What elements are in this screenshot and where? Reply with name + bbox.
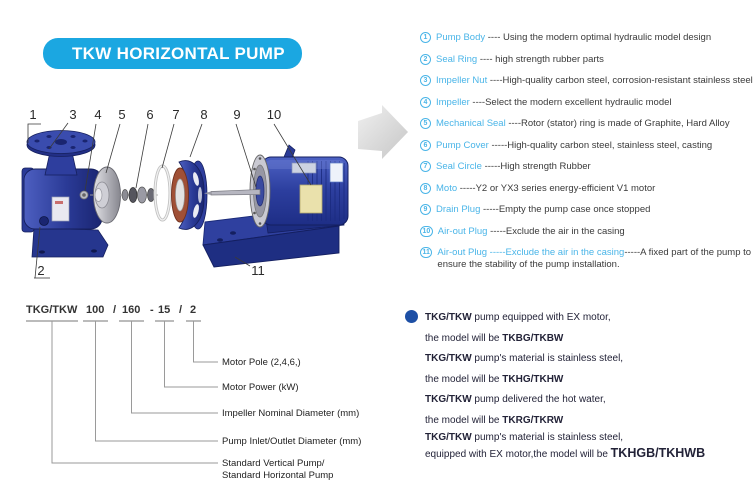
callout-number: 6 — [146, 107, 154, 122]
parts-list — [420, 32, 756, 281]
parts-list-item — [420, 54, 756, 66]
parts-list-item — [420, 183, 756, 195]
item-number-badge: 11 — [420, 247, 432, 258]
callout-number: 3 — [69, 107, 77, 122]
item-number-badge: 9 — [420, 204, 431, 215]
parts-list-item — [420, 118, 756, 130]
code-label: Standard Vertical Pump/ — [222, 458, 325, 469]
bullet-dot-icon — [405, 310, 418, 323]
code-connectors — [52, 321, 218, 463]
page-title: TKW HORIZONTAL PUMP — [72, 43, 285, 63]
callout-number: 4 — [94, 107, 102, 122]
item-number-badge: 3 — [420, 75, 431, 86]
variant-line: the model will be TKHG/TKHW — [425, 373, 564, 385]
part-name: Mechanical Seal — [436, 118, 506, 129]
part-desc: ----High-quality carbon steel, corrosion-resistant stainless steel — [487, 75, 753, 86]
impeller-nut-part — [80, 191, 88, 199]
model-code-diagram — [22, 300, 378, 498]
parts-list-item — [420, 97, 756, 109]
part-name: Seal Ring — [436, 53, 478, 65]
callout-number: 10 — [266, 107, 282, 122]
variant-line: TKG/TKW pump equipped with EX motor, — [425, 312, 611, 323]
part-desc: ----Select the modern excellent hydraulic model — [469, 96, 672, 108]
parts-list-item — [420, 161, 756, 173]
item-number-badge: 1 — [420, 32, 431, 43]
code-label: Pump Inlet/Outlet Diameter (mm) — [222, 436, 362, 447]
item-number-badge: 8 — [420, 183, 431, 194]
callout-number: 8 — [200, 107, 208, 122]
variant-line: TKG/TKW pump's material is stainless steel, — [425, 353, 624, 364]
item-number-badge: 2 — [420, 54, 431, 65]
part-desc: -----A fixed part of the pump to ensure the stability of the pump installation. — [437, 247, 754, 270]
arrow-right-icon — [358, 105, 408, 159]
code-label: Motor Power (kW) — [222, 382, 299, 393]
variant-line: equipped with EX motor,the model will be TKHGB/TKHWB — [425, 445, 706, 460]
variant-line: TKG/TKW pump delivered the hot water, — [425, 394, 606, 405]
part-name: Impeller — [436, 96, 470, 108]
item-number-badge: 5 — [420, 118, 431, 129]
part-name: Impeller Nut — [436, 75, 488, 86]
code-label: Standard Horizontal Pump — [222, 470, 334, 481]
part-name: Drain Plug — [436, 204, 481, 215]
part-name: Air-out Plug — [437, 225, 488, 237]
variant-line: the model will be TKBG/TKBW — [425, 332, 564, 344]
item-number-badge: 7 — [420, 161, 431, 172]
parts-list-item — [420, 140, 756, 152]
variants-section — [400, 303, 756, 462]
variant-line: the model will be TKRG/TKRW — [425, 414, 564, 426]
parts-list-item — [420, 204, 756, 216]
item-number-badge: 10 — [420, 226, 433, 237]
callout-number: 7 — [172, 107, 180, 122]
code-label: Motor Pole (2,4,6,) — [222, 357, 301, 368]
variant-line: TKG/TKW pump's material is stainless steel, — [425, 432, 624, 443]
part-name: Air-out Plug -----Exclude the air in the casing — [437, 247, 625, 258]
title-banner — [43, 38, 302, 69]
part-desc: -----Exclude the air in the casing — [487, 225, 625, 237]
part-desc: -----High-quality carbon steel, stainless steel, casting — [488, 139, 713, 151]
part-desc: -----Empty the pump case once stopped — [480, 204, 651, 215]
callout-number: 11 — [251, 263, 265, 278]
model-code: TKG/TKW 100 / 160 - 15 / 2 — [26, 304, 197, 316]
callout-number: 5 — [118, 107, 126, 122]
item-number-badge: 4 — [420, 97, 431, 108]
callout-number: 9 — [233, 107, 241, 122]
parts-list-item — [420, 32, 756, 44]
part-name: Seal Circle — [436, 161, 482, 172]
callout-number: 1 — [29, 107, 37, 122]
part-desc: ---- Using the modern optimal hydraulic model design — [485, 32, 712, 43]
code-label: Impeller Nominal Diameter (mm) — [222, 408, 360, 419]
pump-exploded-diagram — [8, 95, 428, 290]
part-name: Pump Cover — [436, 139, 489, 151]
part-desc: ----Rotor (stator) ring is made of Graphite, Hard Alloy — [505, 118, 730, 129]
parts-list-item — [420, 75, 756, 87]
parts-list-item — [420, 226, 756, 238]
part-desc: ---- high strength rubber parts — [477, 53, 604, 65]
part-name: Moto — [436, 182, 458, 194]
parts-list-item — [420, 247, 756, 271]
part-desc: -----Y2 or YX3 series energy-efficient V1 motor — [457, 182, 656, 194]
item-number-badge: 6 — [420, 140, 431, 151]
seal-circle-part — [155, 166, 170, 220]
callout-number: 2 — [37, 263, 45, 278]
code-labels — [222, 357, 361, 481]
part-name: Pump Body — [436, 32, 486, 43]
part-desc: -----High strength Rubber — [481, 161, 591, 172]
pump-cover-part — [172, 161, 208, 230]
mechanical-seal-part — [120, 187, 158, 203]
